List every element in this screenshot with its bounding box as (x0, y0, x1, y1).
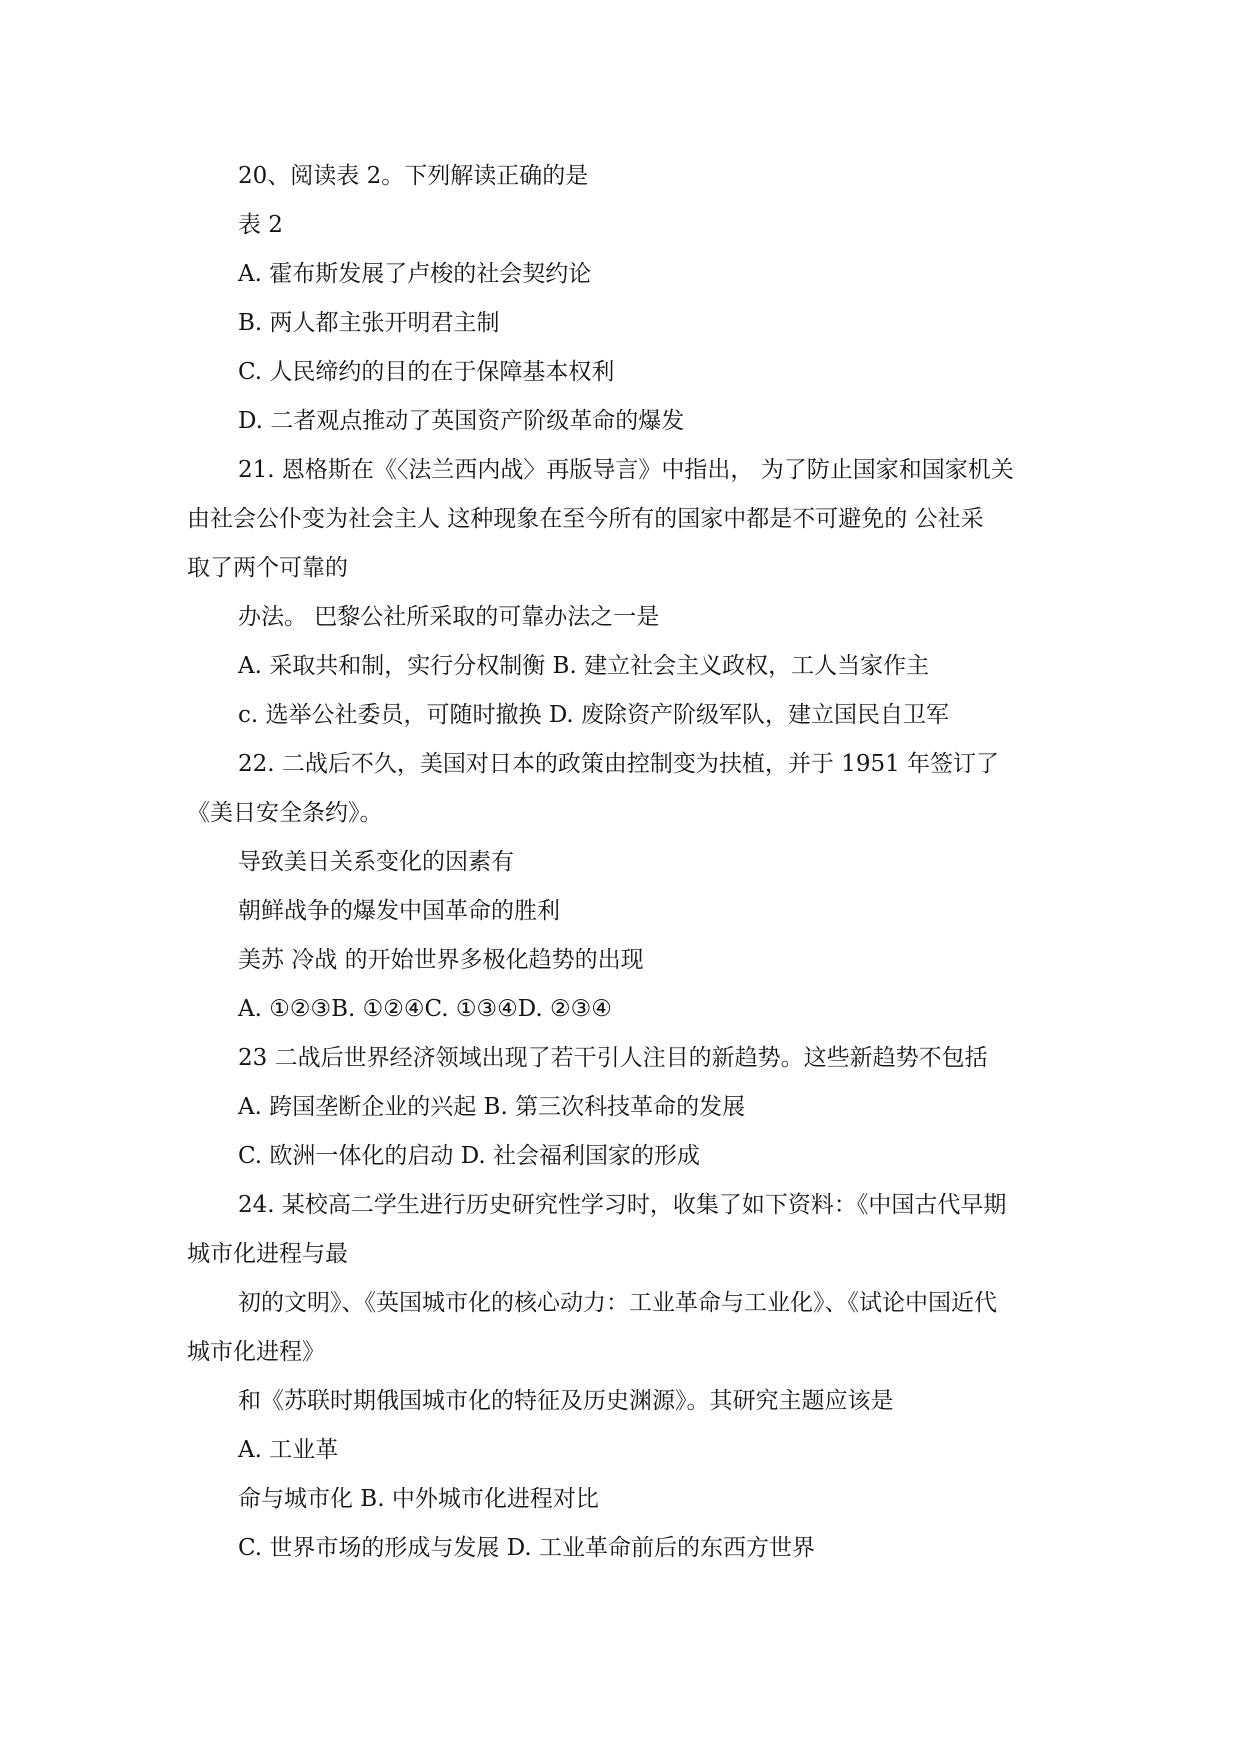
text-line: 取了两个可靠的 (187, 555, 348, 581)
text-line: A. 工业革 (238, 1437, 339, 1463)
text-line: 23 二战后世界经济领域出现了若干引人注目的新趋势。这些新趋势不包括 (238, 1045, 988, 1071)
text-line: 由社会公仆变为社会主人 这种现象在至今所有的国家中都是不可避免的 公社采 (187, 506, 984, 532)
text-line: C. 欧洲一体化的启动 D. 社会福利国家的形成 (238, 1143, 700, 1169)
text-line: c. 选举公社委员，可随时撤换 D. 废除资产阶级军队，建立国民自卫军 (238, 702, 950, 728)
text-line: A. ①②③B. ①②④C. ①③④D. ②③④ (238, 996, 612, 1022)
text-line: D. 二者观点推动了英国资产阶级革命的爆发 (238, 408, 685, 434)
text-line: 《美日安全条约》。 (187, 800, 383, 826)
text-line: A. 霍布斯发展了卢梭的社会契约论 (238, 261, 592, 287)
text-line: 城市化进程》 (187, 1339, 325, 1365)
text-line: 命与城市化 B. 中外城市化进程对比 (238, 1486, 599, 1512)
text-line: 和《苏联时期俄国城市化的特征及历史渊源》。其研究主题应该是 (238, 1388, 894, 1414)
text-line: 办法。 巴黎公社所采取的可靠办法之一是 (238, 604, 660, 630)
text-line: 22. 二战后不久，美国对日本的政策由控制变为扶植，并于 1951 年签订了 (238, 751, 1000, 777)
text-line: A. 跨国垄断企业的兴起 B. 第三次科技革命的发展 (238, 1094, 746, 1120)
text-line: A. 采取共和制，实行分权制衡 B. 建立社会主义政权，工人当家作主 (238, 653, 930, 679)
text-line: C. 人民缔约的目的在于保障基本权利 (238, 359, 615, 385)
text-line: 表 2 (238, 212, 283, 238)
text-line: C. 世界市场的形成与发展 D. 工业革命前后的东西方世界 (238, 1535, 815, 1561)
text-line: 导致美日关系变化的因素有 (238, 849, 514, 875)
document-body (187, 152, 1057, 1573)
text-line: 24. 某校高二学生进行历史研究性学习时，收集了如下资料：《中国古代早期 (238, 1192, 1007, 1218)
text-line: 初的文明》、《英国城市化的核心动力：工业革命与工业化》、《试论中国近代 (238, 1290, 997, 1316)
text-line: 朝鲜战争的爆发中国革命的胜利 (238, 898, 560, 924)
text-line: B. 两人都主张开明君主制 (238, 310, 500, 336)
text-line: 20、阅读表 2。下列解读正确的是 (238, 163, 589, 189)
text-line: 城市化进程与最 (187, 1241, 348, 1267)
text-line: 21. 恩格斯在《〈法兰西内战〉再版导言》中指出， 为了防止国家和国家机关 (238, 457, 1014, 483)
text-line: 美苏 冷战 的开始世界多极化趋势的出现 (238, 947, 644, 973)
